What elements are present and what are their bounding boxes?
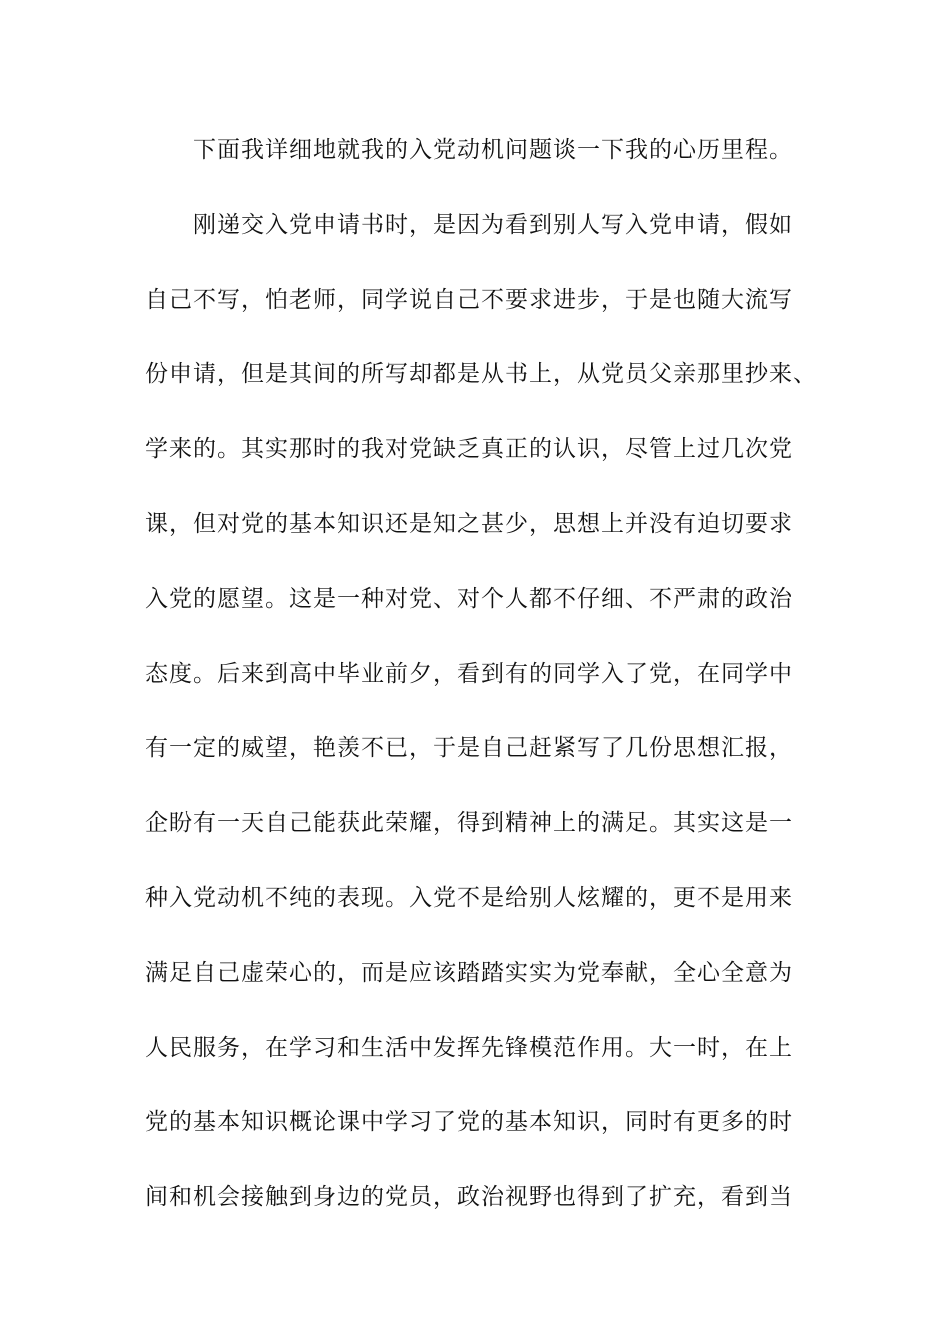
text-line: 自己不写，怕老师，同学说自己不要求进步，于是也随大流写 bbox=[145, 286, 793, 313]
text-line: 份申请，但是其间的所写却都是从书上，从党员父亲那里抄来、 bbox=[145, 361, 817, 388]
text-line: 种入党动机不纯的表现。入党不是给别人炫耀的，更不是用来 bbox=[145, 884, 793, 911]
text-line: 有一定的威望，艳羡不已，于是自己赶紧写了几份思想汇报， bbox=[145, 735, 793, 762]
text-line: 态度。后来到高中毕业前夕，看到有的同学入了党，在同学中 bbox=[145, 660, 793, 687]
text-line: 满足自己虚荣心的，而是应该踏踏实实为党奉献，全心全意为 bbox=[145, 959, 793, 986]
paragraph-2-line: 刚递交入党申请书时，是因为看到别人写入党申请，假如 bbox=[193, 211, 793, 238]
text-line: 入党的愿望。这是一种对党、对个人都不仔细、不严肃的政治 bbox=[145, 585, 793, 612]
text-line: 人民服务，在学习和生活中发挥先锋模范作用。大一时，在上 bbox=[145, 1034, 793, 1061]
paragraph-1-line: 下面我详细地就我的入党动机问题谈一下我的心历里程。 bbox=[193, 137, 793, 163]
text-line: 党的基本知识概论课中学习了党的基本知识，同时有更多的时 bbox=[145, 1109, 793, 1136]
text-line: 间和机会接触到身边的党员，政治视野也得到了扩充，看到当 bbox=[145, 1184, 793, 1211]
text-line: 企盼有一天自己能获此荣耀，得到精神上的满足。其实这是一 bbox=[145, 810, 793, 837]
body-text bbox=[145, 128, 835, 1250]
text-line: 学来的。其实那时的我对党缺乏真正的认识，尽管上过几次党 bbox=[145, 436, 793, 463]
text-line: 课，但对党的基本知识还是知之甚少，思想上并没有迫切要求 bbox=[145, 510, 793, 537]
